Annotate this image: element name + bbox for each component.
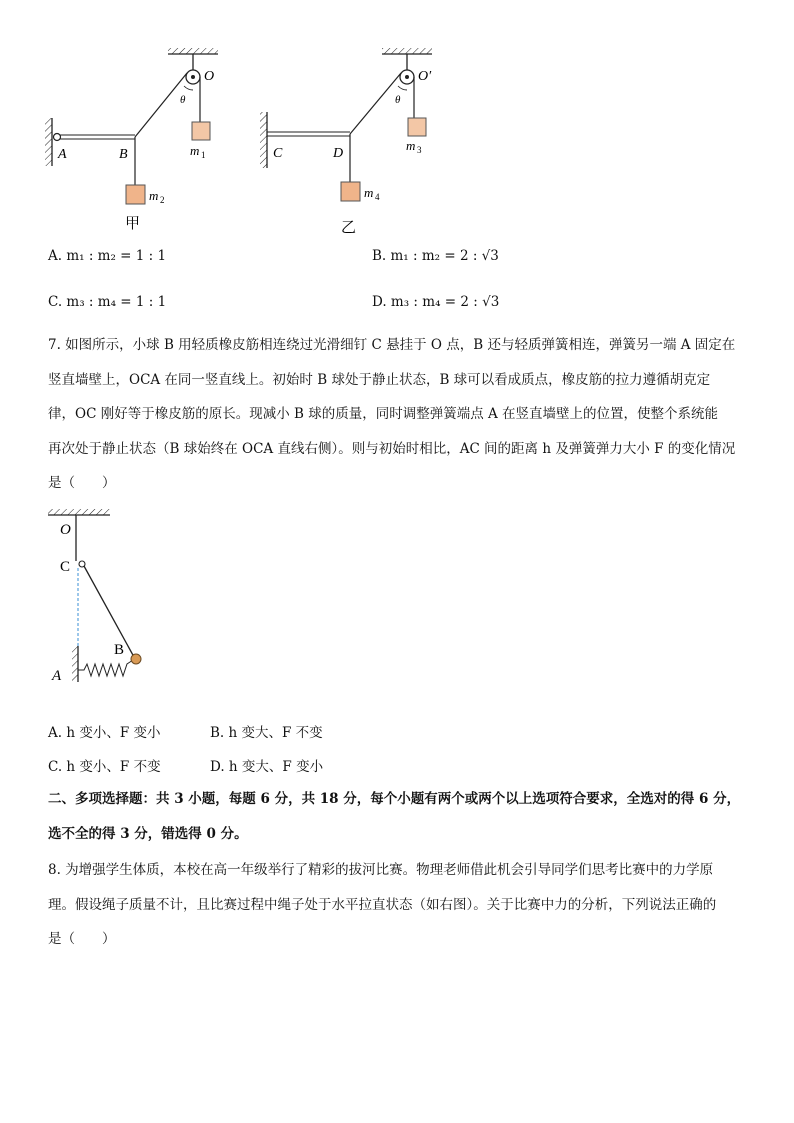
q7-line-2: 竖直墙壁上，OCA 在同一竖直线上。初始时 B 球处于静止状态，B 球可以看成质点，橡皮筋的拉力遵循胡克定 [48, 371, 711, 388]
q8-line-3: 是（ ） [48, 931, 116, 947]
q8-stem [48, 853, 768, 957]
label-o-prime: O′ [418, 69, 432, 84]
label-m1: m [190, 143, 200, 158]
label-m4: m [364, 185, 374, 200]
figure-jia [45, 48, 218, 232]
q7-label-o: O [60, 522, 71, 538]
q7-option-c: C. h 变小、F 不变 [48, 759, 161, 775]
label-m4-sub: 4 [375, 192, 380, 202]
q6-option-b: B. m₁ : m₂ = 2 : √3 [372, 248, 499, 264]
q6-option-a: A. m₁ : m₂ = 1 : 1 [48, 248, 167, 264]
section-2-heading [48, 782, 768, 851]
label-a: A [58, 147, 67, 162]
section-2-line-1: 二、多项选择题：共 3 小题，每题 6 分，共 18 分，每个小题有两个或两个以上选项符合要求，全选对的得 6 分， [48, 791, 741, 807]
q7-label-c: C [60, 559, 71, 575]
figure-yi [260, 48, 432, 236]
q6-option-d: D. m₃ : m₄ = 2 : √3 [372, 294, 500, 310]
q7-option-b: B. h 变大、F 不变 [210, 725, 323, 741]
label-c: C [273, 146, 283, 161]
label-m1-sub: 1 [201, 150, 206, 160]
label-b: B [119, 147, 128, 162]
q7-line-4: 再次处于静止状态（B 球始终在 OCA 直线右侧）。则与初始时相比，AC 间的距离 h 及弹簧弹力大小 F 的变化情况 [48, 440, 736, 457]
label-theta: θ [180, 94, 186, 106]
caption-yi: 乙 [341, 220, 357, 236]
label-theta-2: θ [395, 94, 401, 106]
label-m3-sub: 3 [417, 145, 422, 155]
q7-option-a: A. h 变小、F 变小 [48, 725, 161, 741]
q7-stem [48, 328, 768, 501]
section-2-line-2: 选不全的得 3 分，错选得 0 分。 [48, 825, 248, 842]
figure-1 [30, 40, 500, 240]
label-m2: m [149, 188, 159, 203]
q7-label-a: A [52, 668, 62, 684]
q6-option-c: C. m₃ : m₄ = 1 : 1 [48, 294, 167, 310]
label-d: D [333, 146, 344, 161]
label-m3: m [406, 138, 416, 153]
q8-line-1: 8. 为增强学生体质，本校在高一年级举行了精彩的拔河比赛。物理老师借此机会引导同学们思考比赛中的力学原 [48, 862, 714, 878]
label-m2-sub: 2 [160, 195, 165, 205]
caption-jia: 甲 [125, 216, 141, 232]
q7-label-b: B [114, 642, 125, 658]
q7-line-1: 7. 如图所示，小球 B 用轻质橡皮筋相连绕过光滑细钉 C 悬挂于 O 点，B 还与轻质弹簧相连，弹簧另一端 A 固定在 [48, 337, 736, 353]
q8-line-2: 理。假设绳子质量不计，且比赛过程中绳子处于水平拉直状态（如右图）。关于比赛中力的分析，下列说法正确的 [48, 896, 717, 913]
q7-figure [40, 500, 160, 690]
q7-line-3: 律，OC 刚好等于橡皮筋的原长。现减小 B 球的质量，同时调整弹簧端点 A 在竖直墙壁上的位置，使整个系统能 [48, 406, 719, 422]
q7-line-5: 是（ ） [48, 475, 116, 491]
q7-option-d: D. h 变大、F 变小 [210, 759, 324, 775]
label-o: O [204, 69, 215, 84]
